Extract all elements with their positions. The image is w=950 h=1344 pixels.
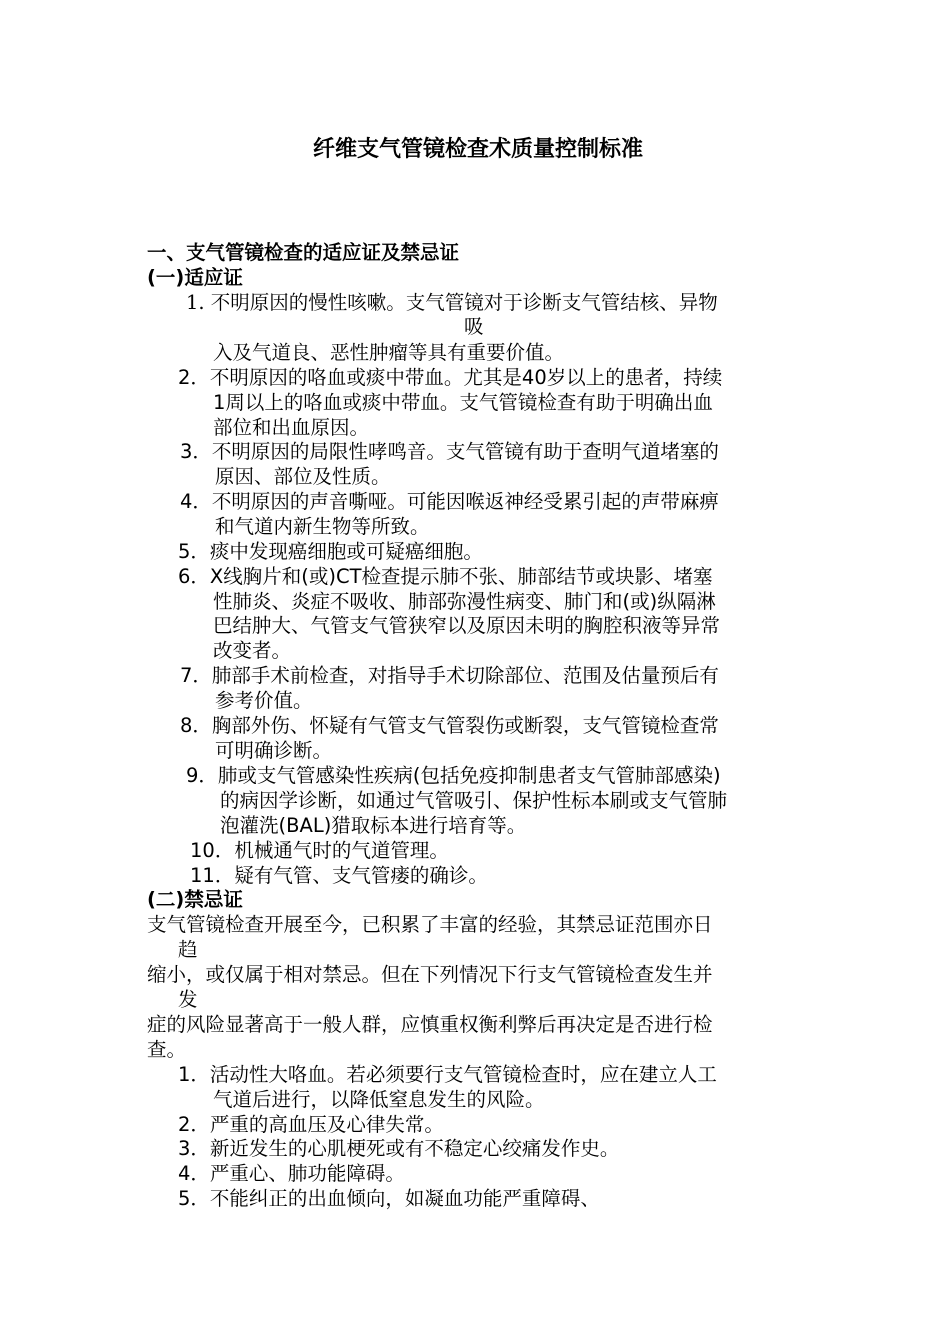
section-heading: 一、支气管镜检查的适应证及禁忌证 <box>147 241 460 264</box>
indication-2-line-2: 1周以上的咯血或痰中带血。支气管镜检查有助于明确出血 <box>213 391 713 414</box>
indication-1-line-3: 入及气道良、恶性肿瘤等具有重要价值。 <box>213 341 565 364</box>
indication-6-line-3: 巴结肿大、气管支气管狭窄以及原因未明的胸腔积液等异常 <box>213 614 721 637</box>
indication-4-line-2: 和气道内新生物等所致。 <box>215 515 430 538</box>
contraindication-5-line-1: 5．不能纠正的出血倾向，如凝血功能严重障碍、 <box>178 1187 600 1210</box>
contraindication-2-line-1: 2．严重的高血压及心律失常。 <box>178 1113 444 1136</box>
indication-4-line-1: 4．不明原因的声音嘶哑。可能因喉返神经受累引起的声带麻痹 <box>180 490 719 513</box>
indication-7-line-1: 7．肺部手术前检查，对指导手术切除部位、范围及估量预后有 <box>180 664 719 687</box>
indication-1-line-1: 1. 不明原因的慢性咳嗽。支气管镜对于诊断支气管结核、异物 <box>186 291 718 314</box>
indication-9-line-1: 9．肺或支气管感染性疾病(包括免疫抑制患者支气管肺部感染) <box>186 764 721 787</box>
indication-6-line-4: 改变者。 <box>213 639 292 662</box>
contraindication-3-line-1: 3．新近发生的心肌梗死或有不稳定心绞痛发作史。 <box>178 1137 620 1160</box>
indication-1-line-2: 吸 <box>464 315 484 338</box>
contraindication-1-line-2: 气道后进行，以降低窒息发生的风险。 <box>213 1088 545 1111</box>
contraindication-4-line-1: 4．严重心、肺功能障碍。 <box>178 1162 405 1185</box>
indication-3-line-2: 原因、部位及性质。 <box>215 465 391 488</box>
indication-11-line-1: 11．疑有气管、支气管瘘的确诊。 <box>190 864 488 887</box>
contra-intro-line-2: 趋 <box>178 938 198 961</box>
indication-9-line-3: 泡灌洗(BAL)猎取标本进行培育等。 <box>220 814 527 837</box>
indication-5-line-1: 5．痰中发现癌细胞或可疑癌细胞。 <box>178 540 483 563</box>
indication-2-line-3: 部位和出血原因。 <box>213 416 370 439</box>
indication-6-line-1: 6．X线胸片和(或)CT检查提示肺不张、肺部结节或块影、堵塞 <box>178 565 713 588</box>
page-title: 纤维支气管镜检查术质量控制标准 <box>313 137 644 162</box>
contra-intro-line-1: 支气管镜检查开展至今，已积累了丰富的经验，其禁忌证范围亦日 <box>147 913 713 936</box>
contra-intro-line-3: 缩小，或仅属于相对禁忌。但在下列情况下行支气管镜检查发生并 <box>147 963 713 986</box>
subsection-contraindications: (二)禁忌证 <box>147 888 243 911</box>
subsection-indications: (一)适应证 <box>147 266 243 289</box>
indication-3-line-1: 3．不明原因的局限性哮鸣音。支气管镜有助于查明气道堵塞的 <box>180 440 719 463</box>
indication-9-line-2: 的病因学诊断，如通过气管吸引、保护性标本刷或支气管肺 <box>220 789 728 812</box>
indication-7-line-2: 参考价值。 <box>215 689 313 712</box>
indication-8-line-2: 可明确诊断。 <box>215 739 333 762</box>
indication-8-line-1: 8．胸部外伤、怀疑有气管支气管裂伤或断裂，支气管镜检查常 <box>180 714 719 737</box>
contraindication-1-line-1: 1．活动性大咯血。若必须要行支气管镜检查时，应在建立人工 <box>178 1063 717 1086</box>
contra-intro-line-4: 发 <box>178 988 198 1011</box>
indication-2-line-1: 2．不明原因的咯血或痰中带血。尤其是40岁以上的患者，持续 <box>178 366 723 389</box>
contra-intro-line-5: 症的风险显著高于一般人群，应慎重权衡利弊后再决定是否进行检 <box>147 1013 713 1036</box>
contra-intro-line-6: 查。 <box>147 1038 187 1061</box>
indication-6-line-2: 性肺炎、炎症不吸收、肺部弥漫性病变、肺门和(或)纵隔淋 <box>213 590 716 613</box>
indication-10-line-1: 10．机械通气时的气道管理。 <box>190 839 449 862</box>
